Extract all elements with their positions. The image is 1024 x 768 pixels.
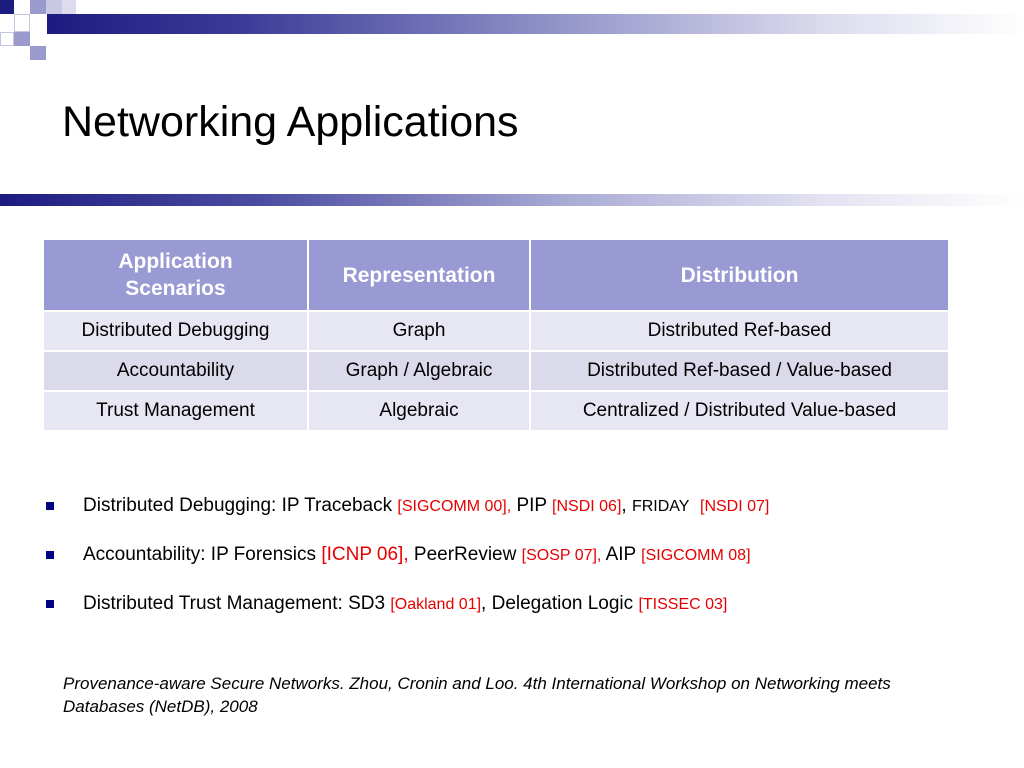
citation: [ICNP 06],	[321, 544, 409, 565]
table-header-row	[43, 239, 949, 311]
bullet-text: PIP	[511, 495, 553, 516]
decor-square	[0, 32, 14, 46]
bullet-item	[44, 535, 1004, 584]
bullet-text: ,	[621, 495, 632, 516]
citation: [SOSP 07],	[521, 547, 602, 564]
table-cell: Distributed Ref-based	[530, 311, 949, 351]
table-cell: Centralized / Distributed Value-based	[530, 391, 949, 431]
bullet-text: PeerReview	[408, 544, 522, 565]
decor-square	[46, 0, 62, 14]
citation: [SIGCOMM 00],	[397, 498, 512, 515]
citation: [SIGCOMM 08]	[641, 547, 751, 564]
bullet-text: Distributed Debugging: IP Traceback	[83, 495, 398, 516]
column-header-representation: Representation	[308, 239, 530, 311]
bullet-text: FRIDAY	[631, 498, 690, 515]
decor-square	[30, 0, 46, 14]
citation: [NSDI 07]	[700, 498, 770, 515]
citation-footnote: Provenance-aware Secure Networks. Zhou, Cronin and Loo. 4th International Workshop on Networking meets Databases (NetDB), 2008	[63, 674, 891, 716]
slide-title: Networking Applications	[62, 98, 519, 146]
decor-square	[0, 0, 14, 14]
table-row	[43, 311, 949, 351]
top-gradient-bar	[47, 14, 1024, 34]
square-bullet-icon	[46, 551, 54, 559]
decor-square	[14, 32, 30, 46]
applications-table	[42, 238, 950, 432]
table-cell: Algebraic	[308, 391, 530, 431]
table-cell: Distributed Ref-based / Value-based	[530, 351, 949, 391]
citation: [TISSEC 03]	[638, 596, 728, 613]
bullet-item	[44, 584, 1004, 633]
square-bullet-icon	[46, 600, 54, 608]
bullet-text: Distributed Trust Management: SD3	[83, 593, 391, 614]
column-header-distribution: Distribution	[530, 239, 949, 311]
citation: [Oakland 01]	[390, 596, 482, 613]
table-cell: Graph	[308, 311, 530, 351]
bullet-text: Accountability: IP Forensics	[83, 544, 322, 565]
bullet-text: , Delegation Logic	[481, 593, 639, 614]
bullet-item	[44, 486, 1004, 535]
table-row	[43, 351, 949, 391]
title-rule	[0, 194, 1024, 206]
bullet-list	[44, 486, 1004, 633]
square-bullet-icon	[46, 502, 54, 510]
citation: [NSDI 06]	[552, 498, 622, 515]
bullet-text: AIP	[601, 544, 642, 565]
table-cell: Distributed Debugging	[43, 311, 308, 351]
decor-square	[62, 0, 76, 14]
decor-square	[30, 46, 46, 60]
table-cell: Accountability	[43, 351, 308, 391]
column-header-scenarios: Application Scenarios	[43, 239, 308, 311]
table-cell: Trust Management	[43, 391, 308, 431]
decor-square	[14, 14, 30, 32]
table-cell: Graph / Algebraic	[308, 351, 530, 391]
table-row	[43, 391, 949, 431]
